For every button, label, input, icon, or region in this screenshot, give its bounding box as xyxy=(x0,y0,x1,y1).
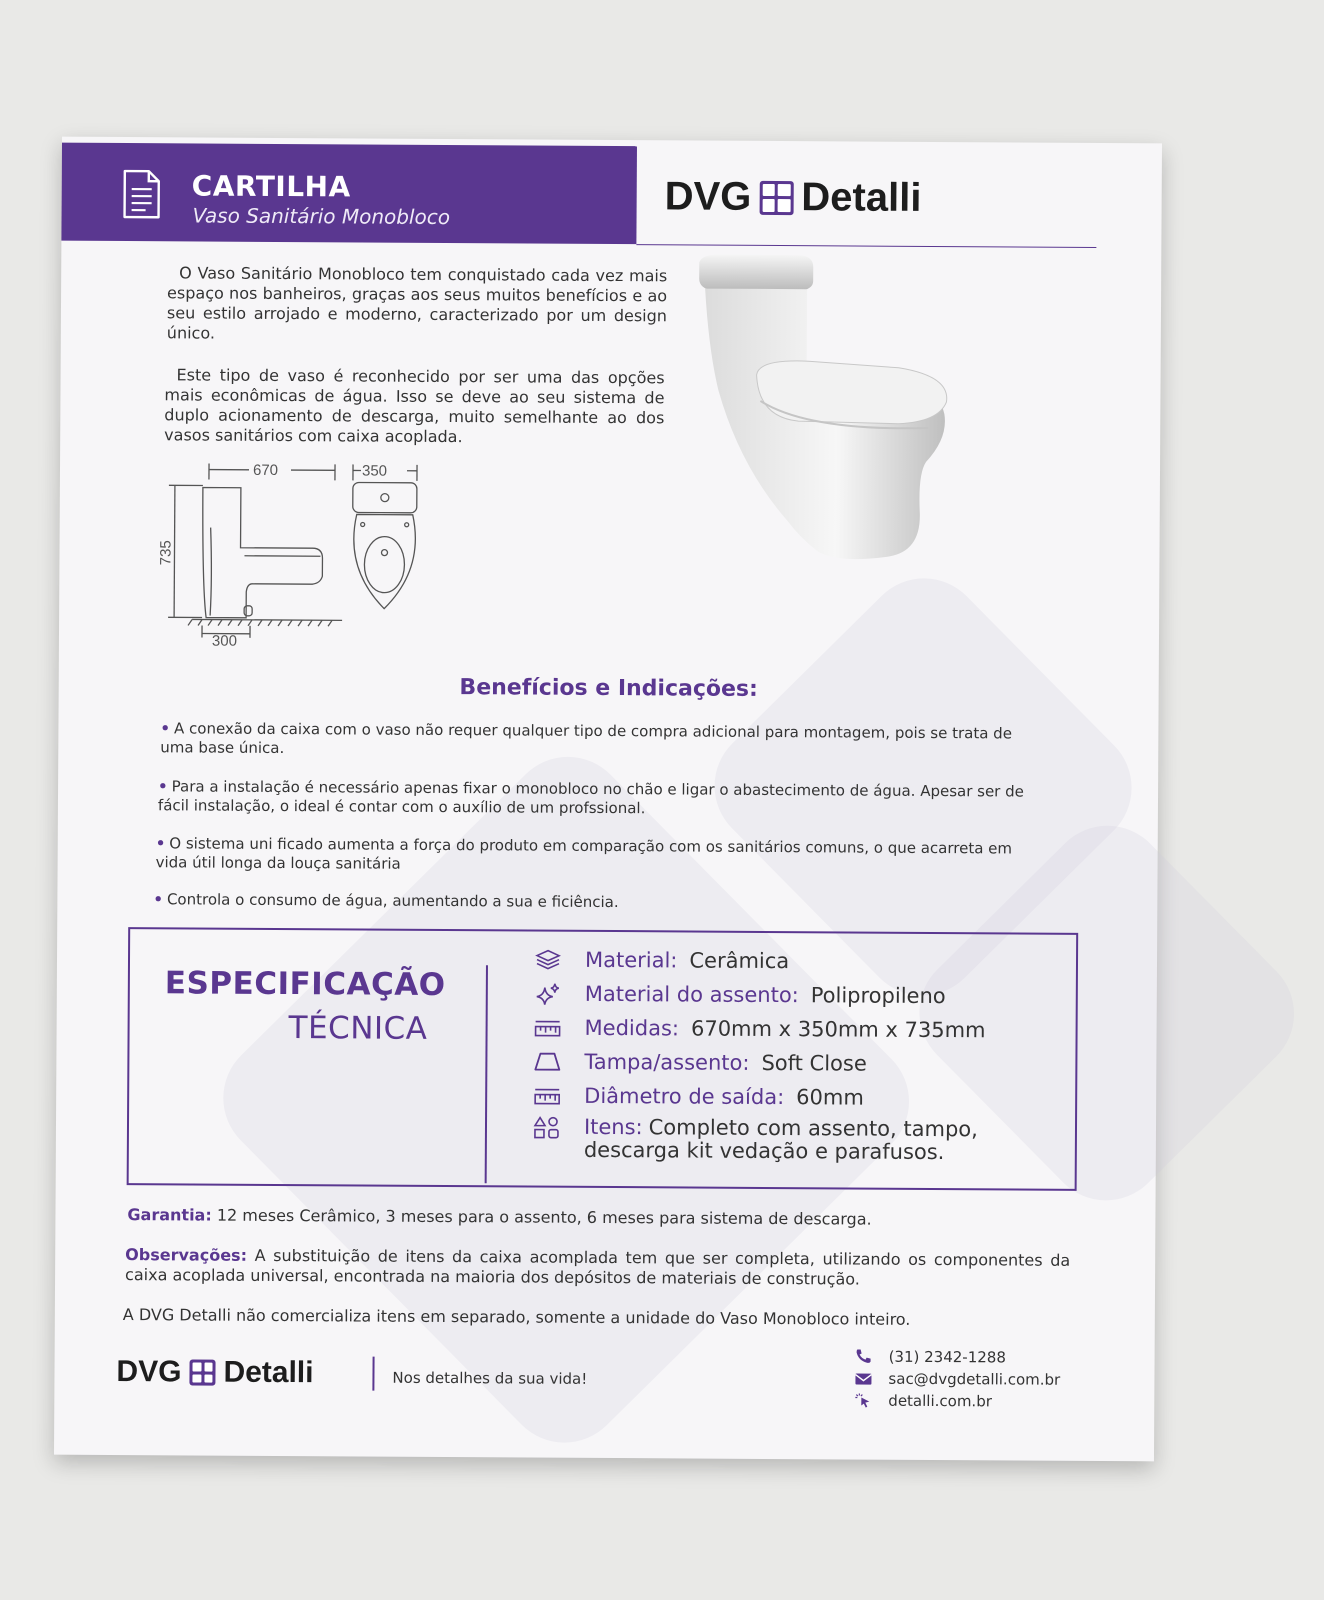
brand-name-right: Detalli xyxy=(801,175,922,220)
spec-row-outlet xyxy=(532,1084,864,1110)
bullet-icon: • xyxy=(160,719,171,738)
cursor-click-icon xyxy=(854,1393,872,1409)
brand-name-right: Detalli xyxy=(223,1355,314,1390)
spec-value: Polipropileno xyxy=(810,983,946,1009)
website-url: detalli.com.br xyxy=(888,1391,992,1411)
document-icon xyxy=(122,169,162,219)
contact-phone[interactable] xyxy=(855,1348,1006,1367)
header-divider xyxy=(636,244,1096,248)
spec-label: Itens: xyxy=(583,1114,643,1140)
dimension-height-label: 735 xyxy=(157,540,175,566)
bullet-icon: • xyxy=(155,834,166,853)
dimension-outlet-label: 300 xyxy=(211,632,238,650)
brand-logo-top xyxy=(665,174,922,221)
spec-row-material xyxy=(533,948,789,974)
observations-value: A substituição de itens da caixa acomplada tem que ser completa, utilizando os componentes da caixa acoplada universal, encontrada na maioria dos depósitos de materiais de construção. xyxy=(125,1245,1071,1289)
phone-number: (31) 2342-1288 xyxy=(888,1347,1006,1367)
shapes-icon xyxy=(532,1116,562,1140)
observations-text xyxy=(125,1245,1070,1291)
benefit-item xyxy=(158,777,1028,820)
spec-value: Completo com assento, tampo, xyxy=(648,1115,978,1142)
benefit-text: O sistema uni ficado aumenta a força do produto em comparação com os sanitários comuns, o que acarreta em vida útil longa da louça sanitária xyxy=(155,834,1013,873)
brand-name-left: DVG xyxy=(664,174,752,219)
technical-drawing xyxy=(157,457,433,650)
brand-name-left: DVG xyxy=(116,1355,182,1389)
observations-label: Observações: xyxy=(125,1245,248,1265)
sparkle-icon xyxy=(533,982,563,1006)
benefit-text: A conexão da caixa com o vaso não requer qualquer tipo de compra adicional para montagem, pois se trata de uma base única. xyxy=(160,719,1013,758)
header-band xyxy=(61,143,637,245)
spec-value-continued: descarga kit vedação e parafusos. xyxy=(583,1137,945,1165)
contact-email[interactable] xyxy=(854,1370,1060,1389)
mail-icon xyxy=(854,1371,872,1387)
spec-value: Soft Close xyxy=(761,1050,867,1076)
brand-mark-icon xyxy=(759,180,793,214)
phone-icon xyxy=(855,1349,873,1365)
benefit-item xyxy=(153,890,1023,914)
spec-row-items xyxy=(532,1116,978,1165)
warranty-text xyxy=(127,1205,871,1230)
toilet-product-image xyxy=(687,250,979,582)
warranty-value: 12 meses Cerâmico, 3 meses para o assento, 6 meses para sistema de descarga. xyxy=(216,1205,872,1229)
contact-website[interactable] xyxy=(854,1392,992,1411)
spec-value: 60mm xyxy=(796,1085,864,1110)
spec-subtitle: TÉCNICA xyxy=(288,1010,428,1047)
intro-paragraph-1: O Vaso Sanitário Monobloco tem conquistado cada vez mais espaço nos banheiros, graças aos seus muitos benefícios e ao seu estilo arrojado e moderno, caracterizado por um design único. xyxy=(166,263,668,343)
seat-icon xyxy=(532,1050,562,1074)
spec-row-seat-material xyxy=(533,982,946,1009)
page-title: CARTILHA xyxy=(191,169,351,204)
warranty-label: Garantia: xyxy=(127,1205,212,1225)
benefit-item xyxy=(160,719,1030,762)
spec-value: 670mm x 350mm x 735mm xyxy=(690,1016,986,1043)
ruler-icon xyxy=(533,1016,563,1040)
intro-paragraph-2: Este tipo de vaso é reconhecido por ser uma das opções mais econômicas de água. Isso se deve ao seu sistema de duplo acionamento de descarga, muito semelhante ao dos vasos sanitários com caixa acoplada. xyxy=(164,365,665,447)
brand-logo-bottom xyxy=(116,1355,313,1390)
spec-label: Material do assento: xyxy=(584,981,799,1008)
brand-slogan: Nos detalhes da sua vida! xyxy=(392,1368,588,1388)
benefit-text: Controla o consumo de água, aumentando a sua e ficiência. xyxy=(166,890,619,912)
spec-row-seat xyxy=(532,1050,867,1076)
layers-icon xyxy=(533,948,563,972)
spec-items-text xyxy=(584,1116,978,1164)
spec-value: Cerâmica xyxy=(689,948,790,974)
spec-row-dimensions xyxy=(533,1016,986,1043)
dimension-depth-label: 350 xyxy=(361,462,388,480)
spec-label: Material: xyxy=(584,947,678,973)
dimension-width-label: 670 xyxy=(252,461,279,479)
spec-label: Tampa/assento: xyxy=(584,1049,750,1075)
page-subtitle: Vaso Sanitário Monobloco xyxy=(192,203,451,230)
benefits-title: Benefícios e Indicações: xyxy=(459,675,758,702)
logo-divider xyxy=(372,1357,374,1391)
benefit-item xyxy=(156,834,1026,877)
spec-label: Medidas: xyxy=(584,1015,680,1041)
sales-note: A DVG Detalli não comercializa itens em separado, somente a unidade do Vaso Monobloco inteiro. xyxy=(122,1305,911,1329)
spec-title: ESPECIFICAÇÃO xyxy=(164,965,446,1004)
email-address: sac@dvgdetalli.com.br xyxy=(888,1369,1061,1389)
brochure-page xyxy=(54,137,1162,1462)
bullet-icon: • xyxy=(158,777,168,796)
benefit-text: Para a instalação é necessário apenas fixar o monobloco no chão e ligar o abastecimento de água. Apesar ser de fácil instalação, o ideal é contar com o auxílio de um profssional. xyxy=(157,777,1024,818)
bullet-icon: • xyxy=(153,890,164,909)
brand-mark-icon xyxy=(189,1359,215,1385)
spec-label: Diâmetro de saída: xyxy=(584,1083,785,1110)
ruler-icon xyxy=(532,1084,562,1108)
